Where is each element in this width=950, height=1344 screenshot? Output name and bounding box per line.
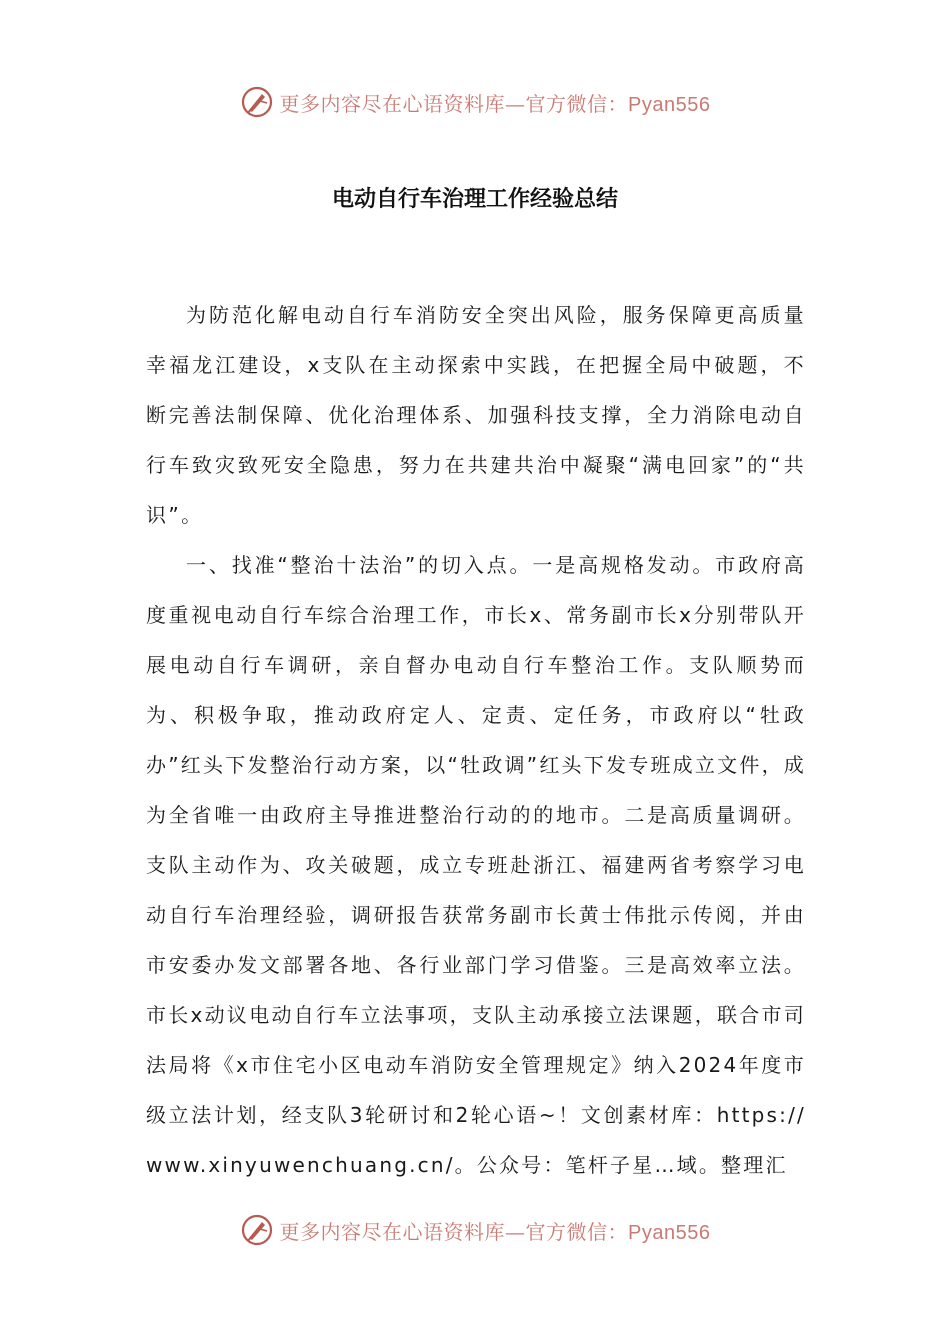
- watermark-id: Pyan556: [628, 1221, 711, 1244]
- watermark-text: 更多内容尽在心语资料库—官方微信：Pyan556: [279, 91, 711, 116]
- document-body: [146, 290, 806, 1190]
- paragraph-intro: 为防范化解电动自行车消防安全突出风险，服务保障更高质量幸福龙江建设，x支队在主动探索中实践，在把握全局中破题，不断完善法制保障、优化治理体系、加强科技支撑，全力消除电动自行车致灾致死安全隐患，努力在共建共治中凝聚“满电回家”的“共识”。: [146, 303, 806, 527]
- paragraph-section-1: 一、找准“整治十法治”的切入点。一是高规格发动。市政府高度重视电动自行车综合治理工作，市长x、常务副市长x分别带队开展电动自行车调研，亲自督办电动自行车整治工作。支队顺势而为、积极争取，推动政府定人、定责、定任务，市政府以“牡政办”红头下发整治行动方案，以“牡政调”红头下发专班成立文件，成为全省唯一由政府主导推进整治行动的的地市。二是高质量调研。支队主动作为、攻关破题，成立专班赴浙江、福建两省考察学习电动自行车治理经验，调研报告获常务副市长黄士伟批示传阅，并由市安委办发文部署各地、各行业部门学习借鉴。三是高效率立法。市长x动议电动自行车立法事项，支队主动承接立法课题，联合市司法局将《x市住宅小区电动车消防安全管理规定》纳入2024年度市级立法计划，经支队3轮研讨和2轮心语~！文创素材库：https://www.xinyuwenchuang.cn/。公众号：笔杆子星…域。整理汇: [146, 553, 806, 1177]
- quill-pen-logo-icon: [240, 85, 274, 119]
- watermark-text: 更多内容尽在心语资料库—官方微信：Pyan556: [279, 1219, 711, 1244]
- quill-pen-logo-icon: [240, 1213, 274, 1247]
- document-title: 电动自行车治理工作经验总结: [331, 187, 618, 212]
- watermark-id: Pyan556: [628, 93, 711, 116]
- watermark-banner-top: [0, 80, 950, 124]
- watermark-banner-bottom: [0, 1208, 950, 1252]
